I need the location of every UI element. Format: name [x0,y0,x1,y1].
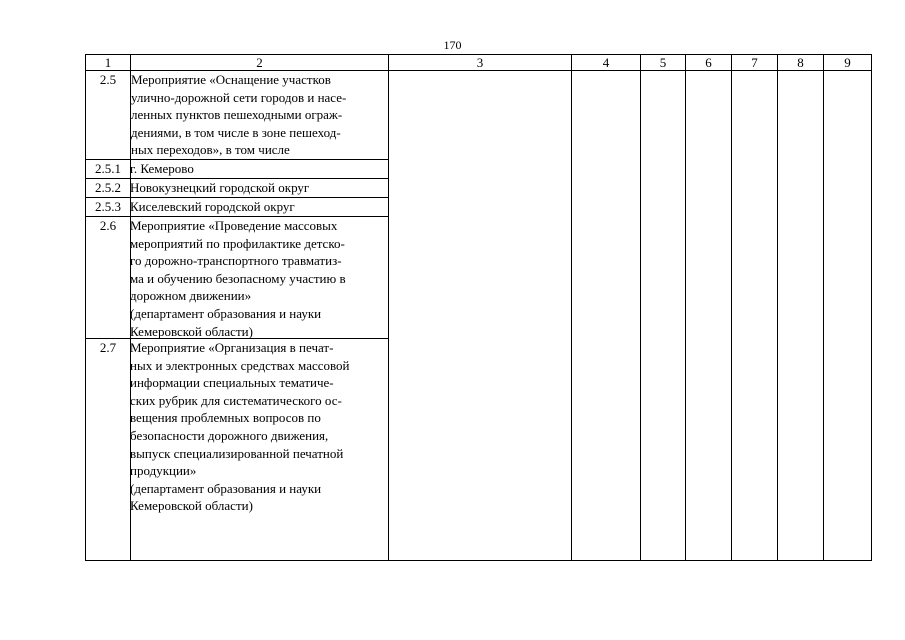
text-line: ленных пунктов пешеходными ограж- [131,107,343,123]
header-cell: 8 [778,55,824,71]
text-line: го дорожно-транспортного травматиз- [130,253,342,269]
row-description [130,178,388,197]
text-line: безопасности дорожного движения, [130,427,329,443]
text-line: (департамент образования и науки [130,480,322,496]
text-line: ных переходов», в том числе [131,142,290,158]
header-cell: 7 [732,55,778,71]
empty-cell [732,71,778,561]
text-line: дорожном движении» [130,288,252,304]
empty-cell [572,71,641,561]
table-row [86,71,872,561]
text-line: Мероприятие «Организация в печат- [130,340,334,355]
text-line: г. Кемерово [130,161,194,176]
header-cell: 3 [389,55,572,71]
header-cell: 9 [824,55,872,71]
text-line: ма и обучению безопасному участию в [130,270,346,286]
row-number-column [86,71,131,561]
data-table [85,54,872,561]
row-number: 2.6 [86,216,130,338]
row-number: 2.5.1 [86,159,130,178]
header-cell: 2 [131,55,389,71]
empty-cell [686,71,732,561]
empty-cell [641,71,686,561]
text-line: Киселевский городской округ [130,199,295,214]
row-description [130,216,388,338]
row-description [130,338,388,515]
text-line: дениями, в том числе в зоне пешеход- [131,124,341,140]
text-line: улично-дорожной сети городов и насе- [131,89,347,105]
header-cell: 4 [572,55,641,71]
row-description [130,197,388,216]
empty-cell [824,71,872,561]
text-line: ских рубрик для систематического ос- [130,392,342,408]
text-line: информации специальных тематиче- [130,375,334,391]
text-line: Кемеровской области) [130,498,253,514]
text-line: продукции» [130,463,197,479]
row-number: 2.5.3 [86,197,130,216]
text-line: Мероприятие «Оснащение участков [131,72,331,87]
text-line: выпуск специализированной печатной [130,445,344,461]
empty-cell [778,71,824,561]
text-line: Новокузнецкий городской округ [130,180,310,195]
text-line: (департамент образования и науки [130,305,322,321]
empty-cell [389,71,572,561]
text-line: вещения проблемных вопросов по [130,410,321,426]
row-number: 2.7 [86,338,130,357]
row-description [130,159,388,178]
header-cell: 5 [641,55,686,71]
text-line: ных и электронных средствах массовой [130,357,350,373]
text-line: Кемеровской области) [130,323,253,339]
header-cell: 1 [86,55,131,71]
header-cell: 6 [686,55,732,71]
page-number: 170 [443,38,462,52]
text-line: Мероприятие «Проведение массовых [130,218,338,233]
row-number: 2.5.2 [86,178,130,197]
row-number: 2.5 [99,72,117,87]
description-column [131,71,389,561]
text-line: мероприятий по профилактике детско- [130,235,345,251]
header-row [86,55,872,71]
row-description [131,71,388,159]
